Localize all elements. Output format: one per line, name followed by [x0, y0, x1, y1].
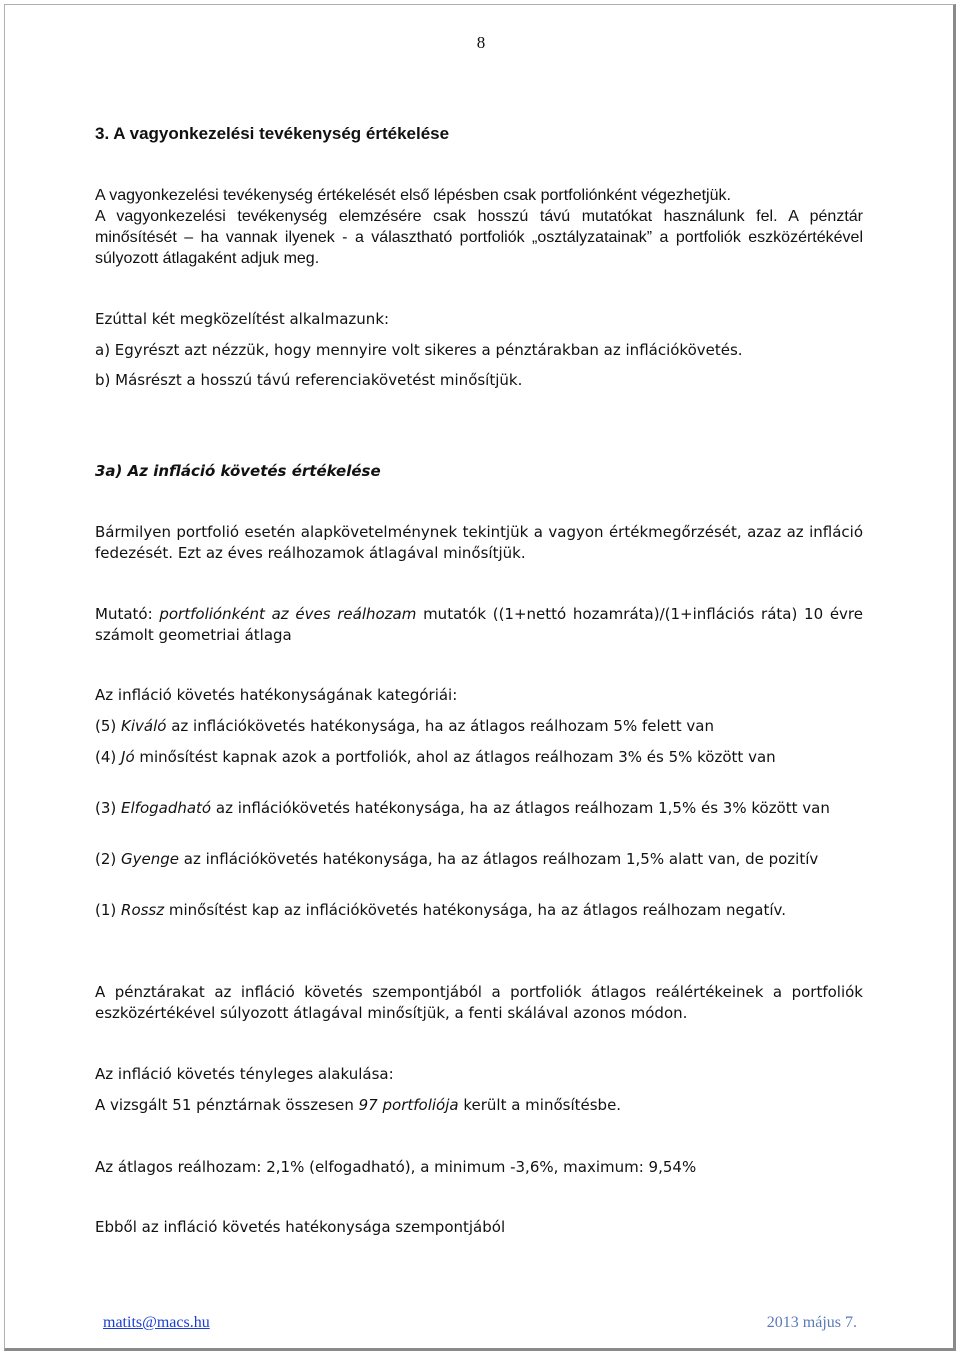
indicator-prefix: Mutató: [95, 605, 160, 623]
examined-suffix: került a minősítésbe. [458, 1096, 622, 1114]
category-label: Elfogadható [121, 799, 212, 817]
category-text: minősítést kapnak azok a portfoliók, ahol az átlagos reálhozam 3% és 5% között van [134, 748, 776, 766]
intro-line-1: A vagyonkezelési tevékenység értékelését első lépésben csak portfoliónként végezhetjük. [95, 187, 731, 204]
indicator-name: portfoliónként az éves reálhozam [159, 605, 417, 623]
approach-b: b) Másrészt a hosszú távú referenciakövetést minősítjük. [95, 371, 523, 389]
category-item [95, 900, 863, 921]
requirement-paragraph: Bármilyen portfolió esetén alapkövetelménynek tekintjük a vagyon értékmegőrzését, azaz az infláció fedezését. Ezt az éves reálhozamok átlagával minősítjük. [95, 523, 863, 562]
category-text: minősítést kap az inflációkövetés hatékonysága, ha az átlagos reálhozam negatív. [164, 901, 787, 919]
section-title: 3. A vagyonkezelési tevékenység értékelése [95, 124, 450, 143]
intro-line-2: A vagyonkezelési tevékenység elemzésére csak hosszú távú mutatókat használunk fel. A pénztár minősítését – ha vannak ilyenek - a választható portfoliók „osztályzatainak” a portfoliók eszközértékével súlyozott átlagaként adjuk meg. [95, 208, 863, 267]
indicator-paragraph [95, 604, 863, 646]
footer-date: 2013 május 7. [766, 1314, 857, 1331]
category-item [95, 849, 863, 870]
approach-intro: Ezúttal két megközelítést alkalmazunk: [95, 310, 390, 328]
category-text: az inflációkövetés hatékonysága, ha az átlagos reálhozam 1,5% alatt van, de pozitív [179, 850, 819, 868]
category-text: az inflációkövetés hatékonysága, ha az átlagos reálhozam 5% felett van [166, 717, 714, 735]
document-page [4, 4, 956, 1351]
subsection-title: 3a) Az infláció követés értékelése [95, 462, 381, 480]
indicator-suffix: mutatók ((1+nettó hozamráta)/(1+inflációs ráta) 10 évre számolt geometriai átlaga [95, 605, 863, 644]
category-number: (4) [95, 748, 122, 766]
actual-title: Az infláció követés tényleges alakulása: [95, 1065, 394, 1083]
average-line: Az átlagos reálhozam: 2,1% (elfogadható), a minimum -3,6%, maximum: 9,54% [95, 1158, 697, 1176]
page-number: 8 [476, 33, 486, 52]
footer-email-link[interactable]: matits@macs.hu [103, 1314, 210, 1331]
category-number: (5) [95, 717, 122, 735]
examined-count: 97 portfoliója [358, 1096, 459, 1114]
examined-line [95, 1095, 863, 1116]
category-label: Jó [121, 748, 135, 766]
category-label: Rossz [121, 901, 165, 919]
category-number: (3) [95, 799, 122, 817]
fund-rating-paragraph: A pénztárakat az infláció követés szempontjából a portfoliók átlagos reálértékeinek a portfoliók eszközértékével súlyozott átlagával minősítjük, a fenti skálával azonos módon. [95, 983, 863, 1022]
categories-title: Az infláció követés hatékonyságának kategóriái: [95, 686, 458, 704]
category-label: Kiváló [121, 717, 167, 735]
examined-prefix: A vizsgált 51 pénztárnak összesen [95, 1096, 359, 1114]
category-item [95, 798, 863, 819]
category-label: Gyenge [121, 850, 180, 868]
category-item [95, 747, 863, 768]
category-number: (1) [95, 901, 122, 919]
approach-a: a) Egyrészt azt nézzük, hogy mennyire volt sikeres a pénztárakban az inflációkövetés. [95, 341, 743, 359]
category-item [95, 716, 863, 737]
efficiency-line: Ebből az infláció követés hatékonysága szempontjából [95, 1218, 506, 1236]
category-text: az inflációkövetés hatékonysága, ha az átlagos reálhozam 1,5% és 3% között van [211, 799, 830, 817]
category-number: (2) [95, 850, 122, 868]
